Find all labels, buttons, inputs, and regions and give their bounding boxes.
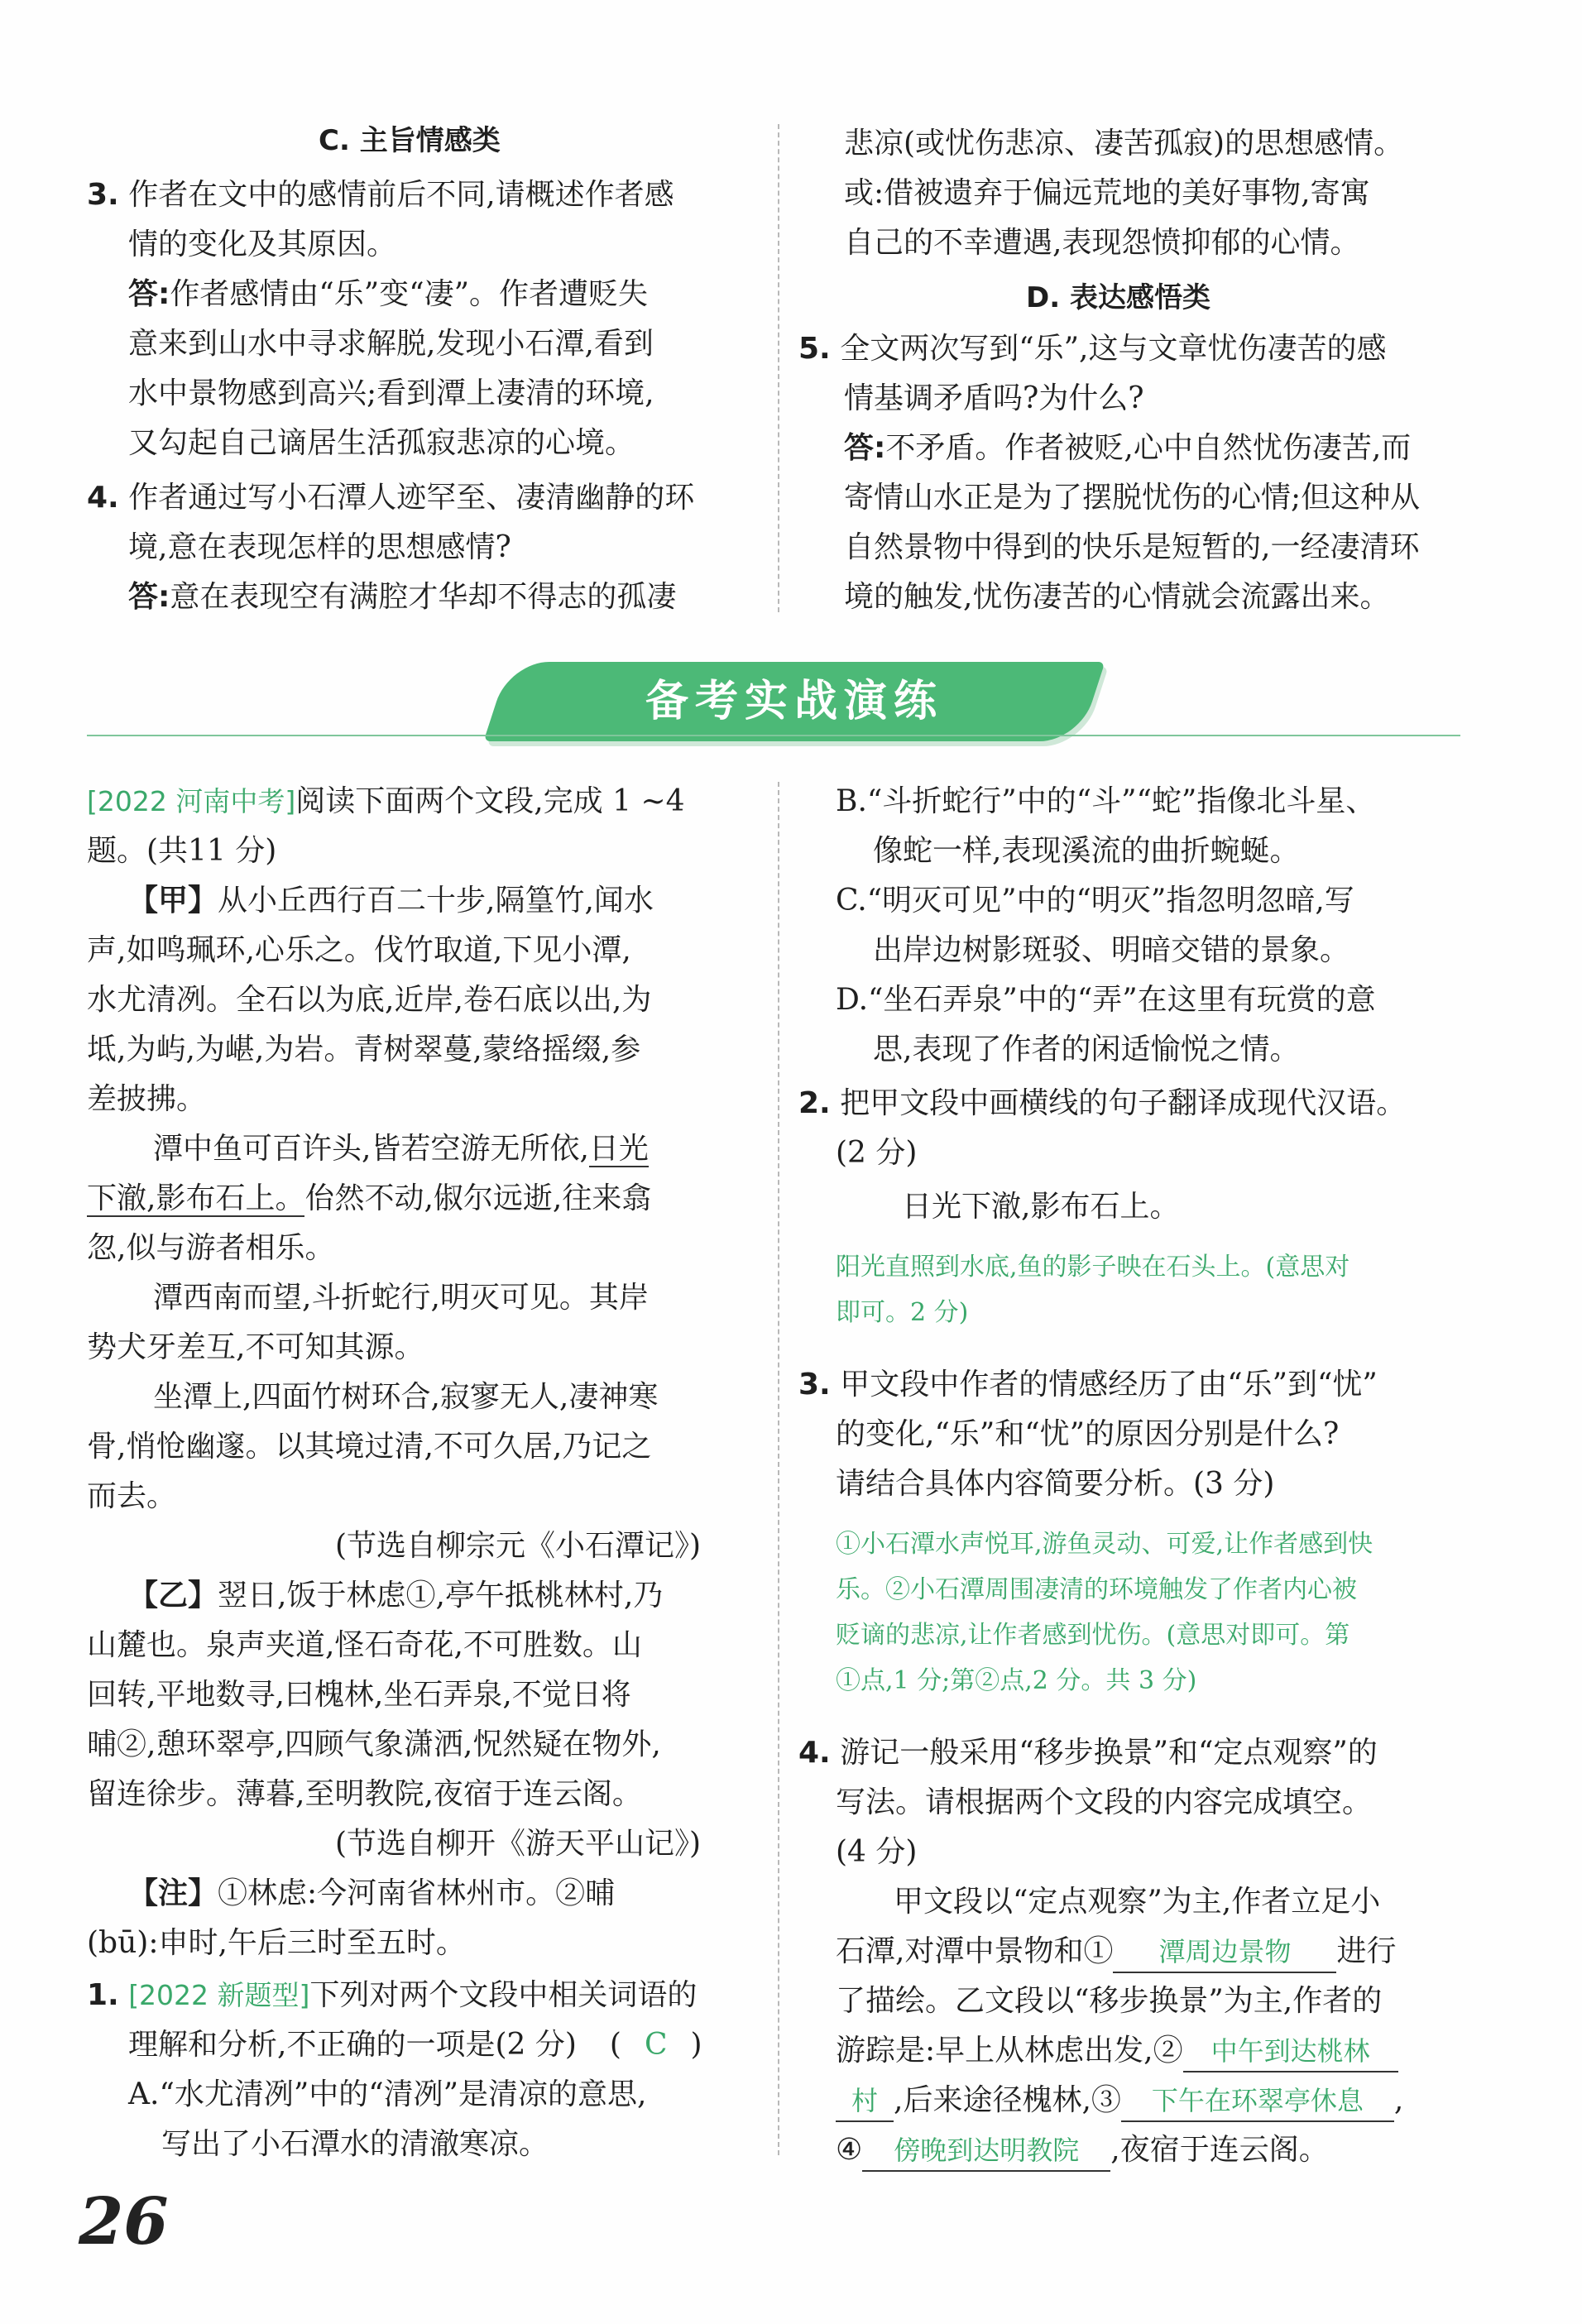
yi-text-1: 翌日,饭于林虑①,亭午抵桃林村,乃	[218, 1579, 664, 1612]
bottom-column-divider	[778, 782, 779, 2155]
a5-label: 答:	[844, 431, 886, 465]
underlined-sentence-part1: 日光	[588, 1132, 649, 1166]
jia-p1-line1	[128, 881, 654, 921]
intro-line2: 题。(共11 分)	[87, 834, 277, 868]
q3b-number: 3.	[798, 1368, 831, 1402]
jia-p1-line2: 声,如鸣珮环,心乐之。伐竹取道,下见小潭,	[87, 933, 631, 967]
blank-2-answer-part1: 中午到达桃林	[1183, 2031, 1398, 2072]
jia-p2-text-2b: 佁然不动,俶尔远逝,往来翕	[304, 1181, 652, 1215]
a4-label: 答:	[128, 580, 170, 614]
a4-cont-line2: 或:借被遗弃于偏远荒地的美好事物,寄寓	[844, 176, 1370, 210]
note-line2: (bū):申时,午后三时至五时。	[87, 1926, 466, 1960]
q4b-line3: (4 分)	[836, 1835, 918, 1869]
q4b-para-line2	[836, 1932, 1396, 1973]
yi-source: (节选自柳开《游天平山记》)	[335, 1827, 702, 1861]
q4b-text-1: 游记一般采用“移步换景”和“定点观察”的	[840, 1736, 1378, 1770]
blank-1-answer: 潭周边景物	[1113, 1932, 1336, 1973]
q1-option-c-line2: 出岸边树影斑驳、明暗交错的景象。	[873, 933, 1350, 967]
jia-p1-line4: 坻,为屿,为嵁,为岩。青树翠蔓,蒙络摇缀,参	[87, 1033, 641, 1066]
yi-line3: 回转,平地数寻,曰槐林,坐石弄泉,不觉日将	[87, 1678, 631, 1712]
page-number: 26	[79, 2184, 169, 2259]
new-question-type-tag: [2022 新题型]	[128, 1979, 310, 2011]
q4-line1	[87, 478, 694, 518]
q2-line2: (2 分)	[836, 1136, 918, 1170]
q1-option-d-line1: D.“坐石弄泉”中的“弄”在这里有玩赏的意	[836, 983, 1376, 1017]
q3-text-1: 作者在文中的感情前后不同,请概述作者感	[128, 178, 674, 212]
q1-option-a-line1: A.“水尤清冽”中的“清冽”是清凉的意思,	[128, 2077, 647, 2111]
q4-number: 4.	[87, 481, 119, 515]
q5-line2: 情基调矛盾吗?为什么?	[844, 381, 1144, 415]
note-line1	[128, 1874, 615, 1914]
banner-rule	[87, 735, 1460, 736]
a4-line1	[128, 577, 676, 617]
q3-number: 3.	[87, 178, 119, 212]
q3b-answer-line3: 贬谪的悲凉,让作者感到忧伤。(意思对即可。第	[836, 1621, 1350, 1650]
q3b-answer-line2: 乐。②小石潭周围凄清的环境触发了作者内心被	[836, 1575, 1357, 1604]
a3-line3: 水中景物感到高兴;看到潭上凄清的环境,	[128, 376, 654, 410]
q4b-para-text-5a: ,后来途径槐林,③	[894, 2083, 1121, 2117]
q1-line2	[128, 2025, 702, 2065]
q3b-line2: 的变化,“乐”和“忧”的原因分别是什么?	[836, 1417, 1340, 1451]
q4b-para-text-6a: ④	[836, 2133, 863, 2167]
q4b-para-text-2a: 石潭,对潭中景物和①	[836, 1934, 1114, 1968]
blank-3-answer: 下午在环翠亭休息	[1121, 2081, 1394, 2122]
q1-number: 1.	[87, 1978, 119, 2012]
note-text-1: ①林虑:今河南省林州市。②晡	[218, 1876, 616, 1910]
q2-answer-line1: 阳光直照到水底,鱼的影子映在石头上。(意思对	[836, 1253, 1350, 1282]
q5-number: 5.	[798, 332, 831, 366]
q1-option-b-line2: 像蛇一样,表现溪流的曲折蜿蜒。	[873, 834, 1300, 868]
a5-line3: 自然景物中得到的快乐是短暂的,一经凄清环	[844, 530, 1420, 564]
jia-p4-line2: 骨,悄怆幽邃。以其境过清,不可久居,乃记之	[87, 1430, 652, 1464]
q3b-text-1: 甲文段中作者的情感经历了由“乐”到“忧”	[840, 1368, 1378, 1402]
yi-line2: 山麓也。泉声夹道,怪石奇花,不可胜数。山	[87, 1628, 642, 1662]
q1-answer-paren-open: (	[609, 2028, 621, 2062]
jia-p1-text-1: 从小丘西行百二十步,隔篁竹,闻水	[218, 884, 654, 918]
underlined-sentence-part2: 下澈,影布石上。	[87, 1181, 305, 1215]
a3-line1	[128, 275, 648, 314]
yi-line4: 晡②,憩环翠亭,四顾气象潇洒,怳然疑在物外,	[87, 1727, 661, 1761]
q4b-para-line4	[836, 2031, 1398, 2072]
exam-source-tag: [2022 河南中考]	[87, 785, 296, 817]
blank-2-answer-part2: 村	[836, 2081, 894, 2122]
q3b-answer-line4: ①点,1 分;第②点,2 分。共 3 分)	[836, 1666, 1197, 1695]
q2-answer-line2: 即可。2 分)	[836, 1298, 969, 1327]
a5-line2: 寄情山水正是为了摆脱忧伤的心情;但这种从	[844, 481, 1421, 515]
jia-p4-line3: 而去。	[87, 1479, 177, 1513]
q1-line1	[87, 1976, 697, 2015]
a3-line4: 又勾起自己谪居生活孤寂悲凉的心境。	[128, 426, 635, 460]
yi-line1	[128, 1576, 663, 1616]
q4b-para-text-2b: 进行	[1336, 1934, 1397, 1968]
jia-p3-line1: 潭西南而望,斗折蛇行,明灭可见。其岸	[153, 1281, 649, 1315]
q1-option-c-line1: C.“明灭可见”中的“明灭”指忽明忽暗,写	[836, 884, 1354, 918]
q3b-line3: 请结合具体内容简要分析。(3 分)	[836, 1467, 1275, 1501]
q1-option-d-line2: 思,表现了作者的闲适愉悦之情。	[873, 1033, 1300, 1066]
a4-cont-line3: 自己的不幸遭遇,表现怨愤抑郁的心情。	[844, 226, 1360, 260]
intro-text-1: 阅读下面两个文段,完成 1 ~4	[295, 784, 685, 818]
note-label: 【注】	[128, 1876, 218, 1910]
banner-title: 备考实战演练	[645, 677, 943, 726]
q1-option-a-line2: 写出了小石潭水的清澈寒凉。	[161, 2127, 549, 2161]
q3b-line1	[798, 1365, 1378, 1405]
q2-text-1: 把甲文段中画横线的句子翻译成现代汉语。	[840, 1086, 1407, 1120]
q1-answer-paren-close: )	[690, 2028, 702, 2062]
a4-cont-line1: 悲凉(或忧伤悲凉、凄苦孤寂)的思想感情。	[844, 127, 1404, 161]
jia-p3-line2: 势犬牙差互,不可知其源。	[87, 1330, 424, 1364]
q1-answer: C	[644, 2028, 668, 2062]
a5-text-1: 不矛盾。作者被贬,心中自然忧伤凄苦,而	[885, 431, 1412, 465]
q4b-para-text-4a: 游踪是:早上从林虑出发,②	[836, 2034, 1183, 2068]
q4b-line1	[798, 1733, 1378, 1773]
a5-line1	[844, 429, 1411, 468]
q4b-para-text-6b: ,夜宿于连云阁。	[1110, 2133, 1329, 2167]
q4-text-1: 作者通过写小石潭人迹罕至、凄清幽静的环	[128, 481, 695, 515]
jia-source: (节选自柳宗元《小石潭记》)	[335, 1529, 702, 1563]
a3-text-1: 作者感情由“乐”变“凄”。作者遭贬失	[170, 277, 649, 311]
intro-line1	[87, 782, 685, 822]
q3-line1	[87, 175, 674, 215]
section-d-heading: D. 表达感悟类	[1026, 281, 1210, 314]
jia-p2-line2	[87, 1179, 651, 1219]
blank-4-answer: 傍晚到达明教院	[862, 2130, 1110, 2172]
section-banner	[496, 662, 1092, 741]
section-c-heading: C. 主旨情感类	[319, 124, 501, 157]
q2-sentence: 日光下澈,影布石上。	[902, 1190, 1180, 1224]
jia-p2-line3: 忽,似与游者相乐。	[87, 1231, 335, 1265]
yi-line5: 留连徐步。薄暮,至明教院,夜宿于连云阁。	[87, 1777, 642, 1811]
top-column-divider	[778, 124, 779, 612]
q1-text-2: 理解和分析,不正确的一项是(2 分)	[128, 2028, 577, 2062]
jia-label: 【甲】	[128, 884, 218, 918]
jia-p4-line1: 坐潭上,四面竹树环合,寂寥无人,凄神寒	[153, 1380, 659, 1414]
a3-line2: 意来到山水中寻求解脱,发现小石潭,看到	[128, 327, 654, 361]
q4b-line2: 写法。请根据两个文段的内容完成填空。	[836, 1785, 1373, 1819]
q3b-answer-line1: ①小石潭水声悦耳,游鱼灵动、可爱,让作者感到快	[836, 1530, 1373, 1559]
q4b-number: 4.	[798, 1736, 831, 1770]
jia-p1-line5: 差披拂。	[87, 1082, 207, 1116]
a5-line4: 境的触发,忧伤凄苦的心情就会流露出来。	[844, 580, 1390, 614]
q5-text-1: 全文两次写到“乐”,这与文章忧伤凄苦的感	[840, 332, 1387, 366]
yi-label: 【乙】	[128, 1579, 218, 1612]
q3-line2: 情的变化及其原因。	[128, 228, 397, 261]
a4-text-1: 意在表现空有满腔才华却不得志的孤凄	[170, 580, 677, 614]
a3-label: 答:	[128, 277, 170, 311]
q2-number: 2.	[798, 1086, 831, 1120]
jia-p2-text-1a: 潭中鱼可百许头,皆若空游无所依,	[153, 1132, 589, 1166]
jia-p1-line3: 水尤清冽。全石以为底,近岸,卷石底以出,为	[87, 983, 652, 1017]
q1-option-b-line1: B.“斗折蛇行”中的“斗”“蛇”指像北斗星、	[836, 784, 1376, 818]
q4b-para-line1: 甲文段以“定点观察”为主,作者立足小	[894, 1885, 1381, 1919]
jia-p2-line1	[153, 1129, 649, 1169]
q4b-para-line5	[836, 2081, 1403, 2122]
q2-line1	[798, 1084, 1406, 1124]
q5-line1	[798, 329, 1386, 369]
q1-text-1: 下列对两个文段中相关词语的	[309, 1978, 698, 2012]
q4b-para-line6	[836, 2130, 1329, 2172]
q4b-para-text-5b: ,	[1393, 2083, 1404, 2117]
q4-line2: 境,意在表现怎样的思想感情?	[128, 530, 511, 564]
q4b-para-line3: 了描绘。乙文段以“移步换景”为主,作者的	[836, 1984, 1383, 2018]
